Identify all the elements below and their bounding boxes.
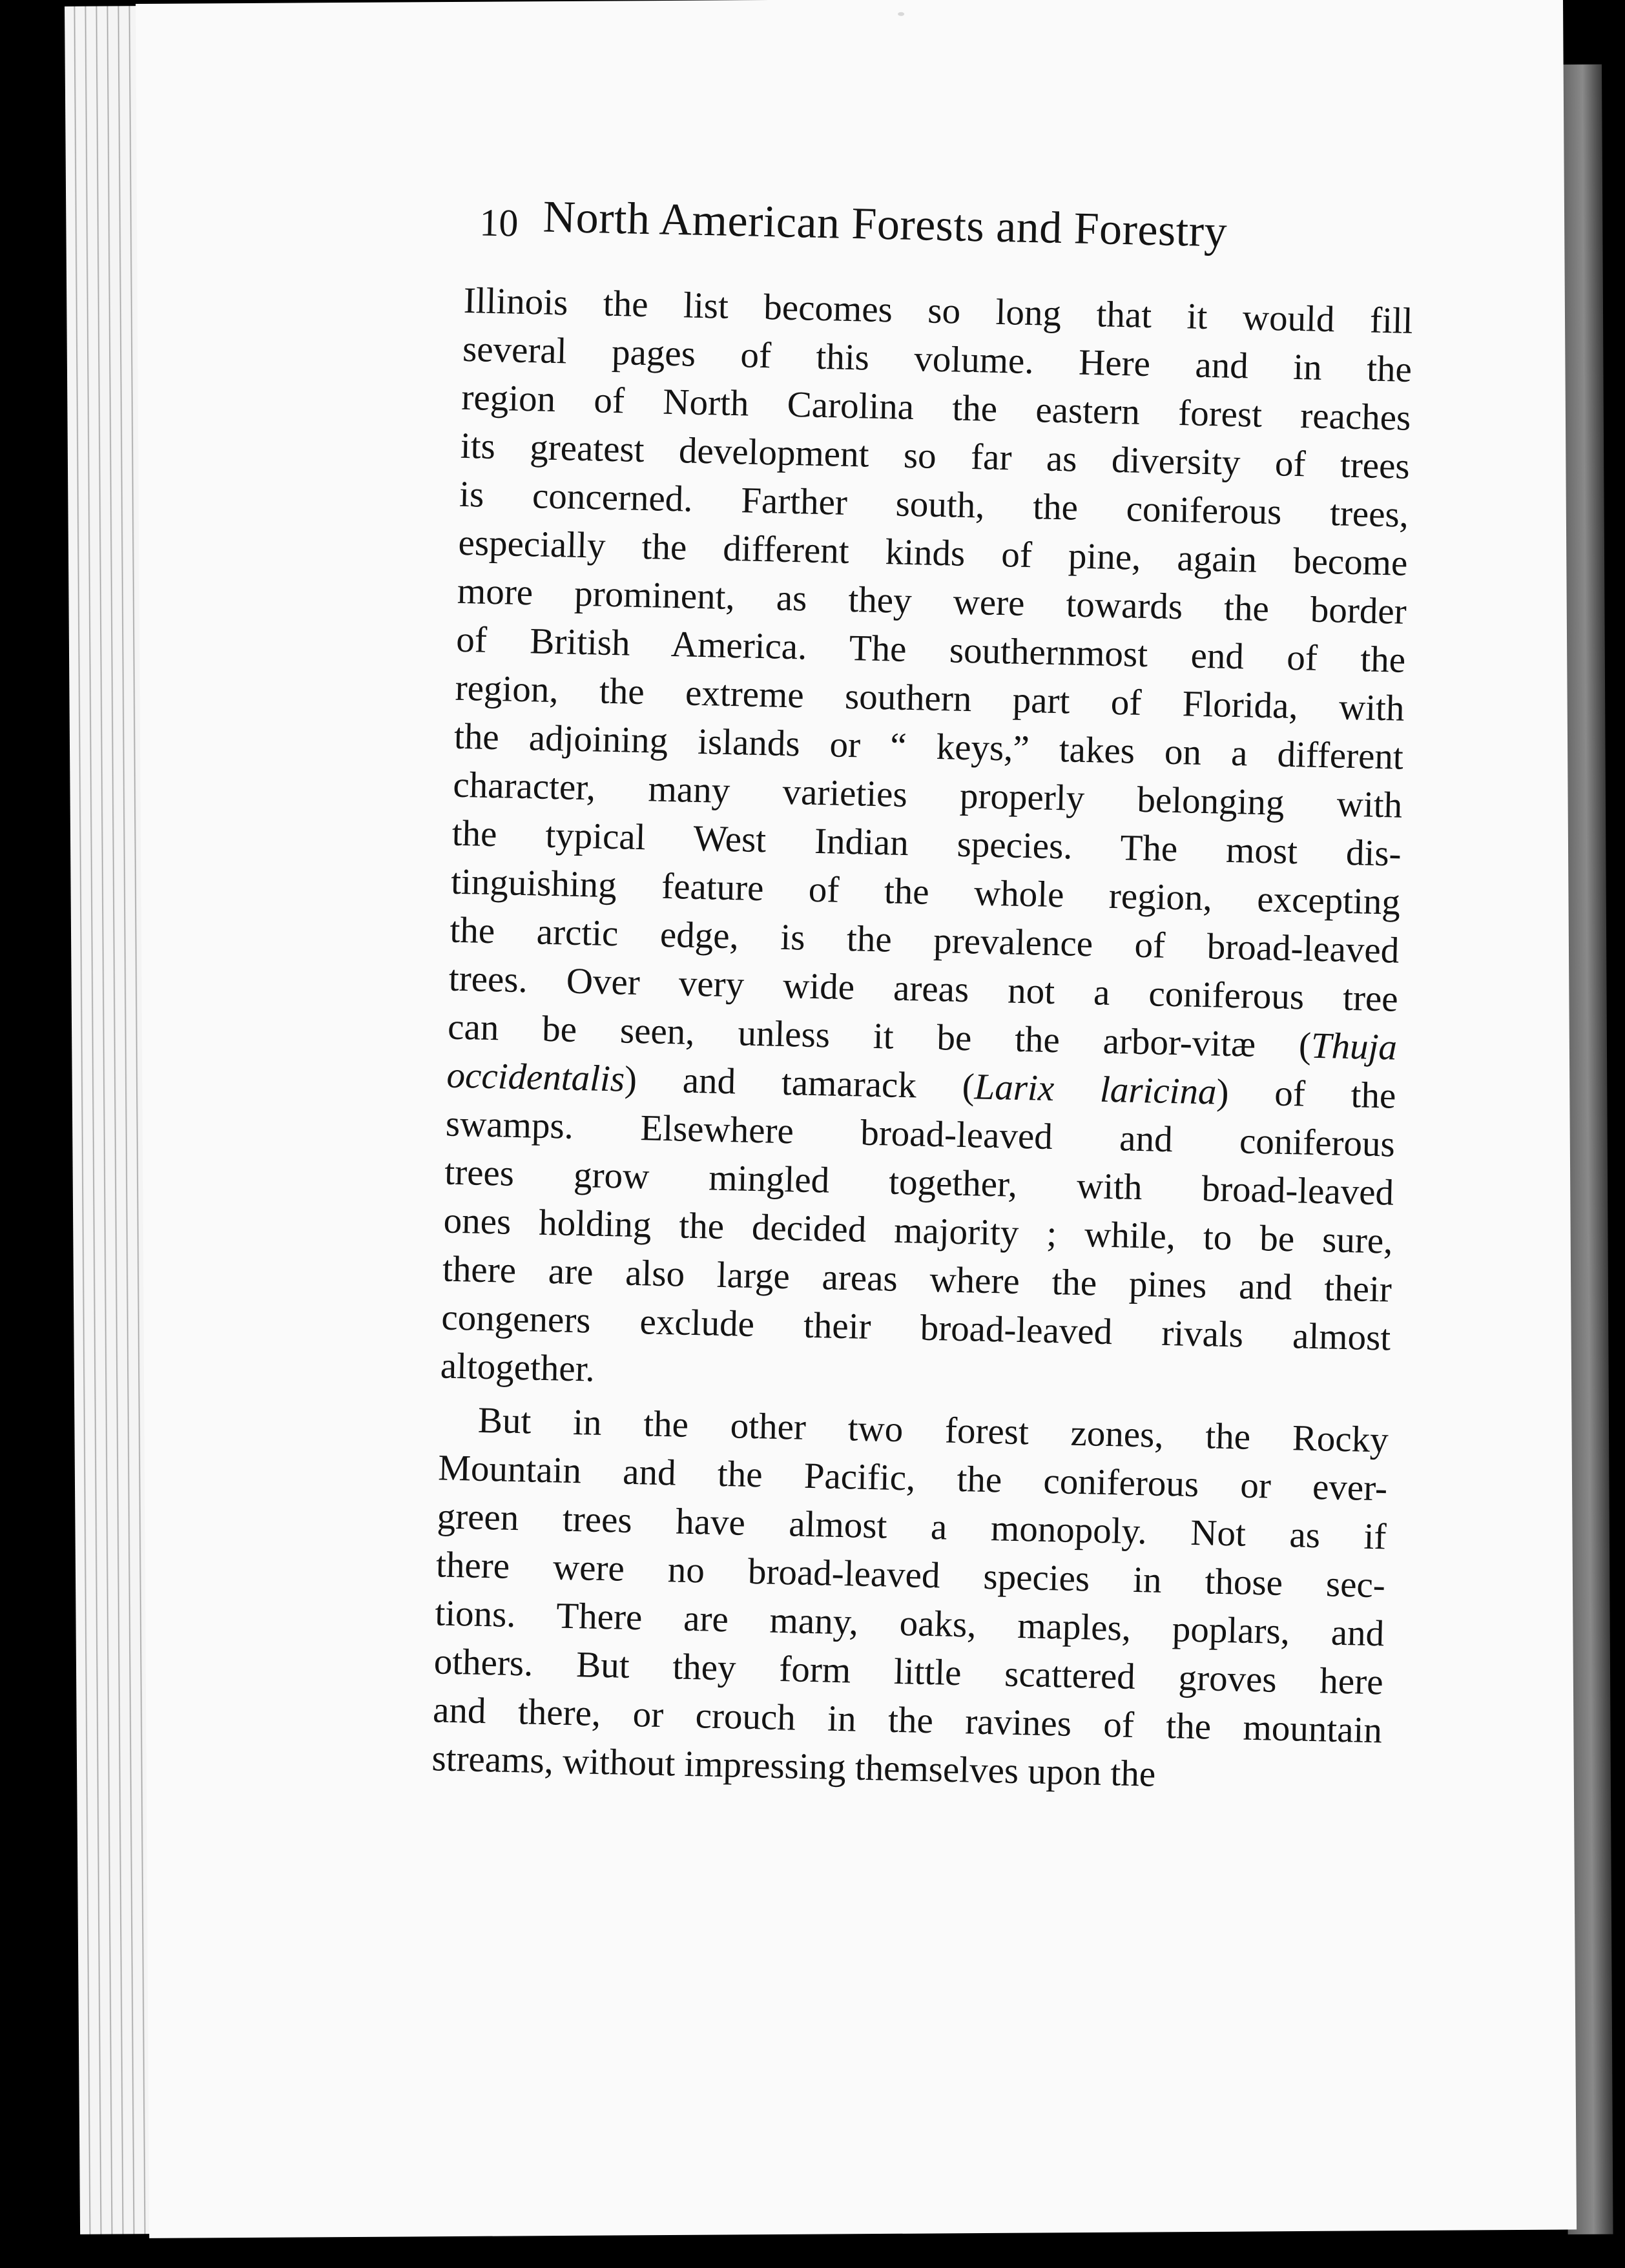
book-page (136, 0, 1577, 2238)
text-line: the arctic edge, is the prevalence of broad-leaved (449, 909, 1400, 971)
text-segment: ) of the (1216, 1071, 1397, 1117)
italic-species-name: Thuja (1310, 1025, 1398, 1068)
text-line: especially the different kinds of pine, again become (457, 522, 1409, 584)
text-line: region of North Carolina the eastern forest reaches (461, 376, 1411, 438)
text-line: tions. There are many, oaks, maples, poplars, and (434, 1593, 1385, 1655)
italic-species-name: Larix laricina (974, 1066, 1217, 1113)
text-line: streams, without impressing themselves upon the (431, 1738, 1156, 1795)
text-line: of British America. The southernmost end of the (455, 619, 1406, 681)
text-line: character, many varieties properly belonging with (452, 764, 1403, 826)
italic-species-name: occidentalis (446, 1055, 625, 1100)
paper-speck (898, 12, 904, 16)
text-line: congeners exclude their broad-leaved rivals almost (440, 1297, 1391, 1359)
page-text-block (431, 186, 1416, 1803)
text-line: green trees have almost a monopoly. Not as if (437, 1496, 1387, 1558)
text-line: trees grow mingled together, with broad-leaved (444, 1151, 1394, 1213)
text-line: and there, or crouch in the ravines of the mountain (432, 1689, 1383, 1751)
text-line: tinguishing feature of the whole region, excepting (450, 861, 1401, 923)
page-number: 10 (479, 201, 519, 245)
text-line: several pages of this volume. Here and in the (462, 328, 1413, 390)
text-segment: can be seen, unless it be the arbor-vitæ ( (447, 1006, 1312, 1066)
text-segment: ) and tamarack ( (624, 1058, 975, 1108)
text-line: swamps. Elsewhere broad-leaved and coniferous (445, 1103, 1396, 1165)
text-line: But in the other two forest zones, the Rocky (477, 1399, 1389, 1461)
text-line: more prominent, as they were towards the border (457, 570, 1407, 632)
text-line: Mountain and the Pacific, the coniferous or ever- (437, 1447, 1388, 1509)
text-line: there were no broad-leaved species in those sec- (435, 1544, 1386, 1606)
text-line: ones holding the decided majority ; while, to be sure, (443, 1200, 1394, 1262)
paragraph-1 (440, 276, 1413, 1411)
text-line: others. But they form little scattered groves here (433, 1641, 1384, 1703)
paragraph-2 (431, 1395, 1389, 1803)
text-line: altogether. (440, 1345, 595, 1390)
text-line: the typical West Indian species. The most dis- (451, 812, 1402, 874)
text-line: Illinois the list becomes so long that it would fill (463, 280, 1414, 342)
text-line: trees. Over very wide areas not a coniferous tree (448, 958, 1399, 1020)
running-title: North American Forests and Forestry (542, 192, 1228, 257)
text-line: there are also large areas where the pines and their (442, 1248, 1392, 1310)
text-line: is concerned. Farther south, the coniferous trees, (459, 473, 1409, 535)
text-line: its greatest development so far as diversity of trees (460, 425, 1411, 487)
text-line: the adjoining islands or “ keys,” takes on a different (453, 716, 1404, 778)
text-line: region, the extreme southern part of Florida, with (455, 667, 1405, 729)
